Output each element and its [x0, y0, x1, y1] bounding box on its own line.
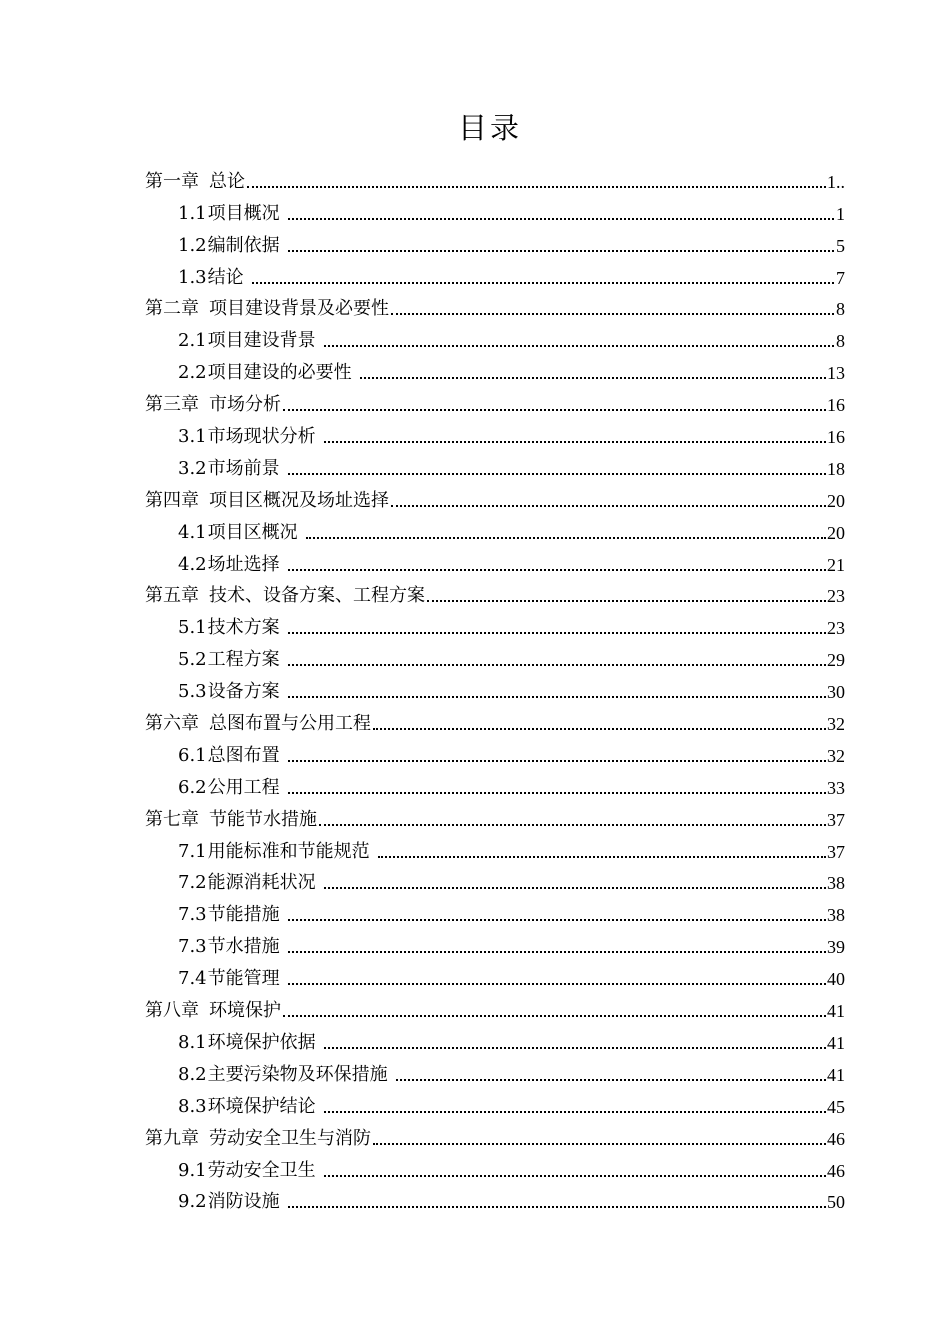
toc-entry-number: 第六章: [145, 713, 199, 735]
toc-entry-number: 第八章: [145, 1000, 199, 1022]
toc-entry-label: 项目建设的必要性: [207, 362, 352, 384]
dot-leader: [288, 919, 826, 921]
dot-leader: [288, 632, 826, 634]
toc-entry-number: 4.2: [178, 553, 207, 575]
toc-entry-label: 劳动安全卫生与消防: [209, 1127, 371, 1149]
toc-entry-number: 2.2: [178, 362, 207, 384]
toc-entry-title: [178, 618, 280, 638]
toc-entry-label: 总论: [209, 170, 245, 192]
dot-leader: [378, 856, 826, 858]
dot-leader: [288, 250, 834, 252]
toc-entry-number: 3.2: [178, 457, 207, 479]
toc-title: 目录: [457, 111, 522, 145]
dot-leader: [324, 441, 826, 443]
dot-leader: [324, 1111, 826, 1113]
toc-section-entry[interactable]: [145, 453, 845, 485]
toc-entry-title: [178, 1161, 316, 1181]
toc-page-number: 8: [836, 299, 845, 320]
toc-entry-label: 消防设施: [207, 1191, 280, 1213]
toc-page-number: 38: [827, 905, 845, 926]
toc-entry-label: 市场分析: [209, 394, 281, 416]
toc-entry-title: [145, 714, 371, 734]
toc-entry-number: 6.2: [178, 776, 207, 798]
toc-chapter-entry[interactable]: [145, 389, 845, 421]
toc-entry-title: [178, 523, 298, 543]
toc-entry-number: 7.3: [178, 936, 207, 958]
toc-entry-label: 结论: [207, 266, 244, 288]
toc-entry-number: 5.3: [178, 681, 207, 703]
toc-entry-title: [178, 236, 280, 256]
toc-entry-label: 环境保护结论: [207, 1095, 316, 1117]
toc-entry-number: 1.1: [178, 202, 207, 224]
dot-leader: [324, 1047, 826, 1049]
toc-entry-label: 项目建设背景: [207, 330, 316, 352]
toc-entry-title: [145, 395, 281, 415]
toc-entry-number: 8.3: [178, 1095, 207, 1117]
toc-entry-number: 3.1: [178, 426, 207, 448]
dot-leader: [360, 377, 826, 379]
toc-entry-title: [178, 650, 280, 670]
dot-leader: [373, 1143, 826, 1145]
toc-list: [145, 166, 845, 1218]
toc-section-entry[interactable]: [145, 868, 845, 900]
toc-page-number: 32: [827, 745, 845, 766]
toc-entry-number: 9.2: [178, 1191, 207, 1213]
toc-page-number: 20: [827, 522, 845, 543]
toc-page-number: 1: [836, 203, 845, 224]
toc-section-entry[interactable]: [145, 198, 845, 230]
toc-entry-title: [145, 586, 425, 606]
toc-entry-title: [178, 204, 280, 224]
toc-section-entry[interactable]: [145, 1059, 845, 1091]
toc-section-entry[interactable]: [145, 357, 845, 389]
toc-page-number: 37: [827, 841, 845, 862]
toc-entry-number: 2.1: [178, 330, 207, 352]
toc-entry-label: 市场现状分析: [207, 426, 316, 448]
toc-entry-number: 5.1: [178, 617, 207, 639]
toc-entry-title: [145, 299, 389, 319]
dot-leader: [288, 696, 826, 698]
toc-section-entry[interactable]: [145, 644, 845, 676]
toc-entry-number: 7.3: [178, 904, 207, 926]
toc-entry-number: 1.3: [178, 266, 207, 288]
toc-section-entry[interactable]: [145, 612, 845, 644]
toc-entry-number: 第九章: [145, 1127, 199, 1149]
toc-section-entry[interactable]: [145, 421, 845, 453]
dot-leader: [427, 600, 826, 602]
dot-leader: [324, 345, 834, 347]
toc-entry-title: [145, 810, 317, 830]
toc-entry-number: 8.1: [178, 1031, 207, 1053]
toc-entry-title: [178, 905, 280, 925]
toc-section-entry[interactable]: [145, 963, 845, 995]
toc-entry-title: [178, 331, 316, 351]
toc-entry-label: 市场前景: [207, 457, 280, 479]
toc-entry-label: 节能措施: [207, 904, 280, 926]
toc-section-entry[interactable]: [145, 325, 845, 357]
toc-page-number: 7: [836, 267, 845, 288]
toc-entry-label: 设备方案: [207, 681, 280, 703]
toc-entry-title: [178, 1033, 316, 1053]
toc-entry-title: [178, 969, 280, 989]
toc-entry-title: [178, 746, 280, 766]
toc-page-number: 37: [827, 809, 845, 830]
toc-entry-number: 7.2: [178, 872, 207, 894]
toc-page-number: 23: [827, 586, 845, 607]
toc-entry-number: 第七章: [145, 808, 199, 830]
dot-leader: [252, 282, 834, 284]
toc-chapter-entry[interactable]: [145, 1123, 845, 1155]
toc-chapter-entry[interactable]: [145, 581, 845, 613]
toc-section-entry[interactable]: [145, 230, 845, 262]
toc-entry-label: 项目概况: [207, 202, 280, 224]
dot-leader: [288, 1206, 826, 1208]
toc-entry-label: 编制依据: [207, 234, 280, 256]
dot-leader: [288, 983, 826, 985]
toc-page-number: 16: [827, 395, 845, 416]
toc-entry-label: 技术、设备方案、工程方案: [209, 585, 425, 607]
toc-page-number: 32: [827, 714, 845, 735]
toc-entry-title: [178, 555, 280, 575]
toc-section-entry[interactable]: [145, 262, 845, 294]
toc-entry-number: 5.2: [178, 649, 207, 671]
toc-entry-title: [178, 1192, 280, 1212]
toc-section-entry[interactable]: [145, 549, 845, 581]
dot-leader: [324, 887, 826, 889]
toc-page-number: 45: [827, 1096, 845, 1117]
toc-page-number: 41: [827, 1064, 845, 1085]
toc-entry-label: 公用工程: [207, 776, 280, 798]
toc-entry-number: 9.1: [178, 1159, 207, 1181]
toc-entry-title: [178, 1097, 316, 1117]
toc-entry-label: 用能标准和节能规范: [207, 840, 370, 862]
dot-leader: [391, 313, 834, 315]
dot-leader: [283, 409, 826, 411]
toc-page-number: 30: [827, 682, 845, 703]
dot-leader: [396, 1079, 826, 1081]
dot-leader: [288, 569, 826, 571]
toc-page-number: 38: [827, 873, 845, 894]
toc-chapter-entry[interactable]: [145, 485, 845, 517]
toc-section-entry[interactable]: [145, 1155, 845, 1187]
toc-entry-title: [178, 682, 280, 702]
toc-section-entry[interactable]: [145, 1027, 845, 1059]
toc-entry-number: 7.4: [178, 968, 207, 990]
toc-entry-number: 第五章: [145, 585, 199, 607]
toc-entry-label: 主要污染物及环保措施: [207, 1063, 388, 1085]
dot-leader: [373, 728, 826, 730]
dot-leader: [288, 664, 826, 666]
toc-entry-title: [145, 172, 245, 192]
dot-leader: [306, 537, 826, 539]
toc-section-entry[interactable]: [145, 931, 845, 963]
toc-entry-title: [178, 1065, 388, 1085]
toc-chapter-entry[interactable]: [145, 708, 845, 740]
dot-leader: [283, 1015, 826, 1017]
toc-section-entry[interactable]: [145, 899, 845, 931]
dot-leader: [247, 186, 826, 188]
toc-entry-label: 环境保护: [209, 1000, 281, 1022]
toc-page-number: 39: [827, 937, 845, 958]
toc-page-number: 13: [827, 363, 845, 384]
toc-section-entry[interactable]: [145, 772, 845, 804]
toc-section-entry[interactable]: [145, 740, 845, 772]
toc-entry-number: 第四章: [145, 489, 199, 511]
toc-page-number: 29: [827, 650, 845, 671]
toc-entry-title: [178, 778, 280, 798]
toc-page-number: 8: [836, 331, 845, 352]
dot-leader: [288, 760, 826, 762]
dot-leader: [288, 218, 834, 220]
toc-entry-title: [178, 459, 280, 479]
dot-leader: [288, 473, 826, 475]
toc-chapter-entry[interactable]: [145, 294, 845, 326]
toc-page-number: 18: [827, 458, 845, 479]
toc-page-number: 46: [827, 1160, 845, 1181]
toc-page-number: 1..: [827, 171, 845, 192]
toc-entry-title: [178, 873, 316, 893]
toc-entry-number: 6.1: [178, 744, 207, 766]
toc-page-number: 46: [827, 1128, 845, 1149]
toc-entry-title: [178, 268, 244, 288]
toc-page-number: 41: [827, 1001, 845, 1022]
toc-entry-label: 总图布置: [207, 744, 280, 766]
toc-entry-label: 技术方案: [207, 617, 280, 639]
toc-entry-number: 第三章: [145, 394, 199, 416]
dot-leader: [288, 951, 826, 953]
toc-entry-title: [178, 842, 370, 862]
dot-leader: [288, 792, 826, 794]
toc-entry-number: 第一章: [145, 170, 199, 192]
toc-entry-number: 8.2: [178, 1063, 207, 1085]
toc-section-entry[interactable]: [145, 676, 845, 708]
toc-entry-title: [145, 1001, 281, 1021]
dot-leader: [319, 824, 826, 826]
toc-section-entry[interactable]: [145, 836, 845, 868]
toc-entry-label: 劳动安全卫生: [207, 1159, 316, 1181]
toc-page-number: 41: [827, 1032, 845, 1053]
toc-entry-number: 4.1: [178, 521, 207, 543]
toc-entry-number: 7.1: [178, 840, 207, 862]
toc-entry-label: 能源消耗状况: [207, 872, 316, 894]
toc-entry-title: [178, 427, 316, 447]
toc-entry-label: 场址选择: [207, 553, 280, 575]
toc-entry-title: [145, 491, 389, 511]
toc-entry-label: 节能节水措施: [209, 808, 317, 830]
dot-leader: [391, 505, 826, 507]
toc-entry-label: 项目区概况及场址选择: [209, 489, 389, 511]
toc-entry-number: 1.2: [178, 234, 207, 256]
dot-leader: [324, 1175, 826, 1177]
toc-entry-label: 项目区概况: [207, 521, 298, 543]
toc-entry-label: 工程方案: [207, 649, 280, 671]
toc-entry-number: 第二章: [145, 298, 199, 320]
toc-page-number: 20: [827, 490, 845, 511]
toc-entry-label: 节水措施: [207, 936, 280, 958]
toc-entry-label: 项目建设背景及必要性: [209, 298, 389, 320]
toc-section-entry[interactable]: [145, 1187, 845, 1219]
toc-entry-title: [178, 363, 352, 383]
toc-page-number: 50: [827, 1192, 845, 1213]
toc-page-number: 40: [827, 969, 845, 990]
toc-entry-label: 环境保护依据: [207, 1031, 316, 1053]
toc-entry-title: [145, 1129, 371, 1149]
toc-chapter-entry[interactable]: [145, 166, 845, 198]
toc-page-number: 16: [827, 427, 845, 448]
toc-entry-label: 节能管理: [207, 968, 280, 990]
toc-page-number: 33: [827, 777, 845, 798]
toc-entry-label: 总图布置与公用工程: [209, 713, 371, 735]
toc-section-entry[interactable]: [145, 1091, 845, 1123]
toc-chapter-entry[interactable]: [145, 995, 845, 1027]
toc-section-entry[interactable]: [145, 517, 845, 549]
toc-page-number: 23: [827, 618, 845, 639]
toc-chapter-entry[interactable]: [145, 804, 845, 836]
toc-entry-title: [178, 937, 280, 957]
toc-page-number: 5: [836, 235, 845, 256]
toc-page-number: 21: [827, 554, 845, 575]
